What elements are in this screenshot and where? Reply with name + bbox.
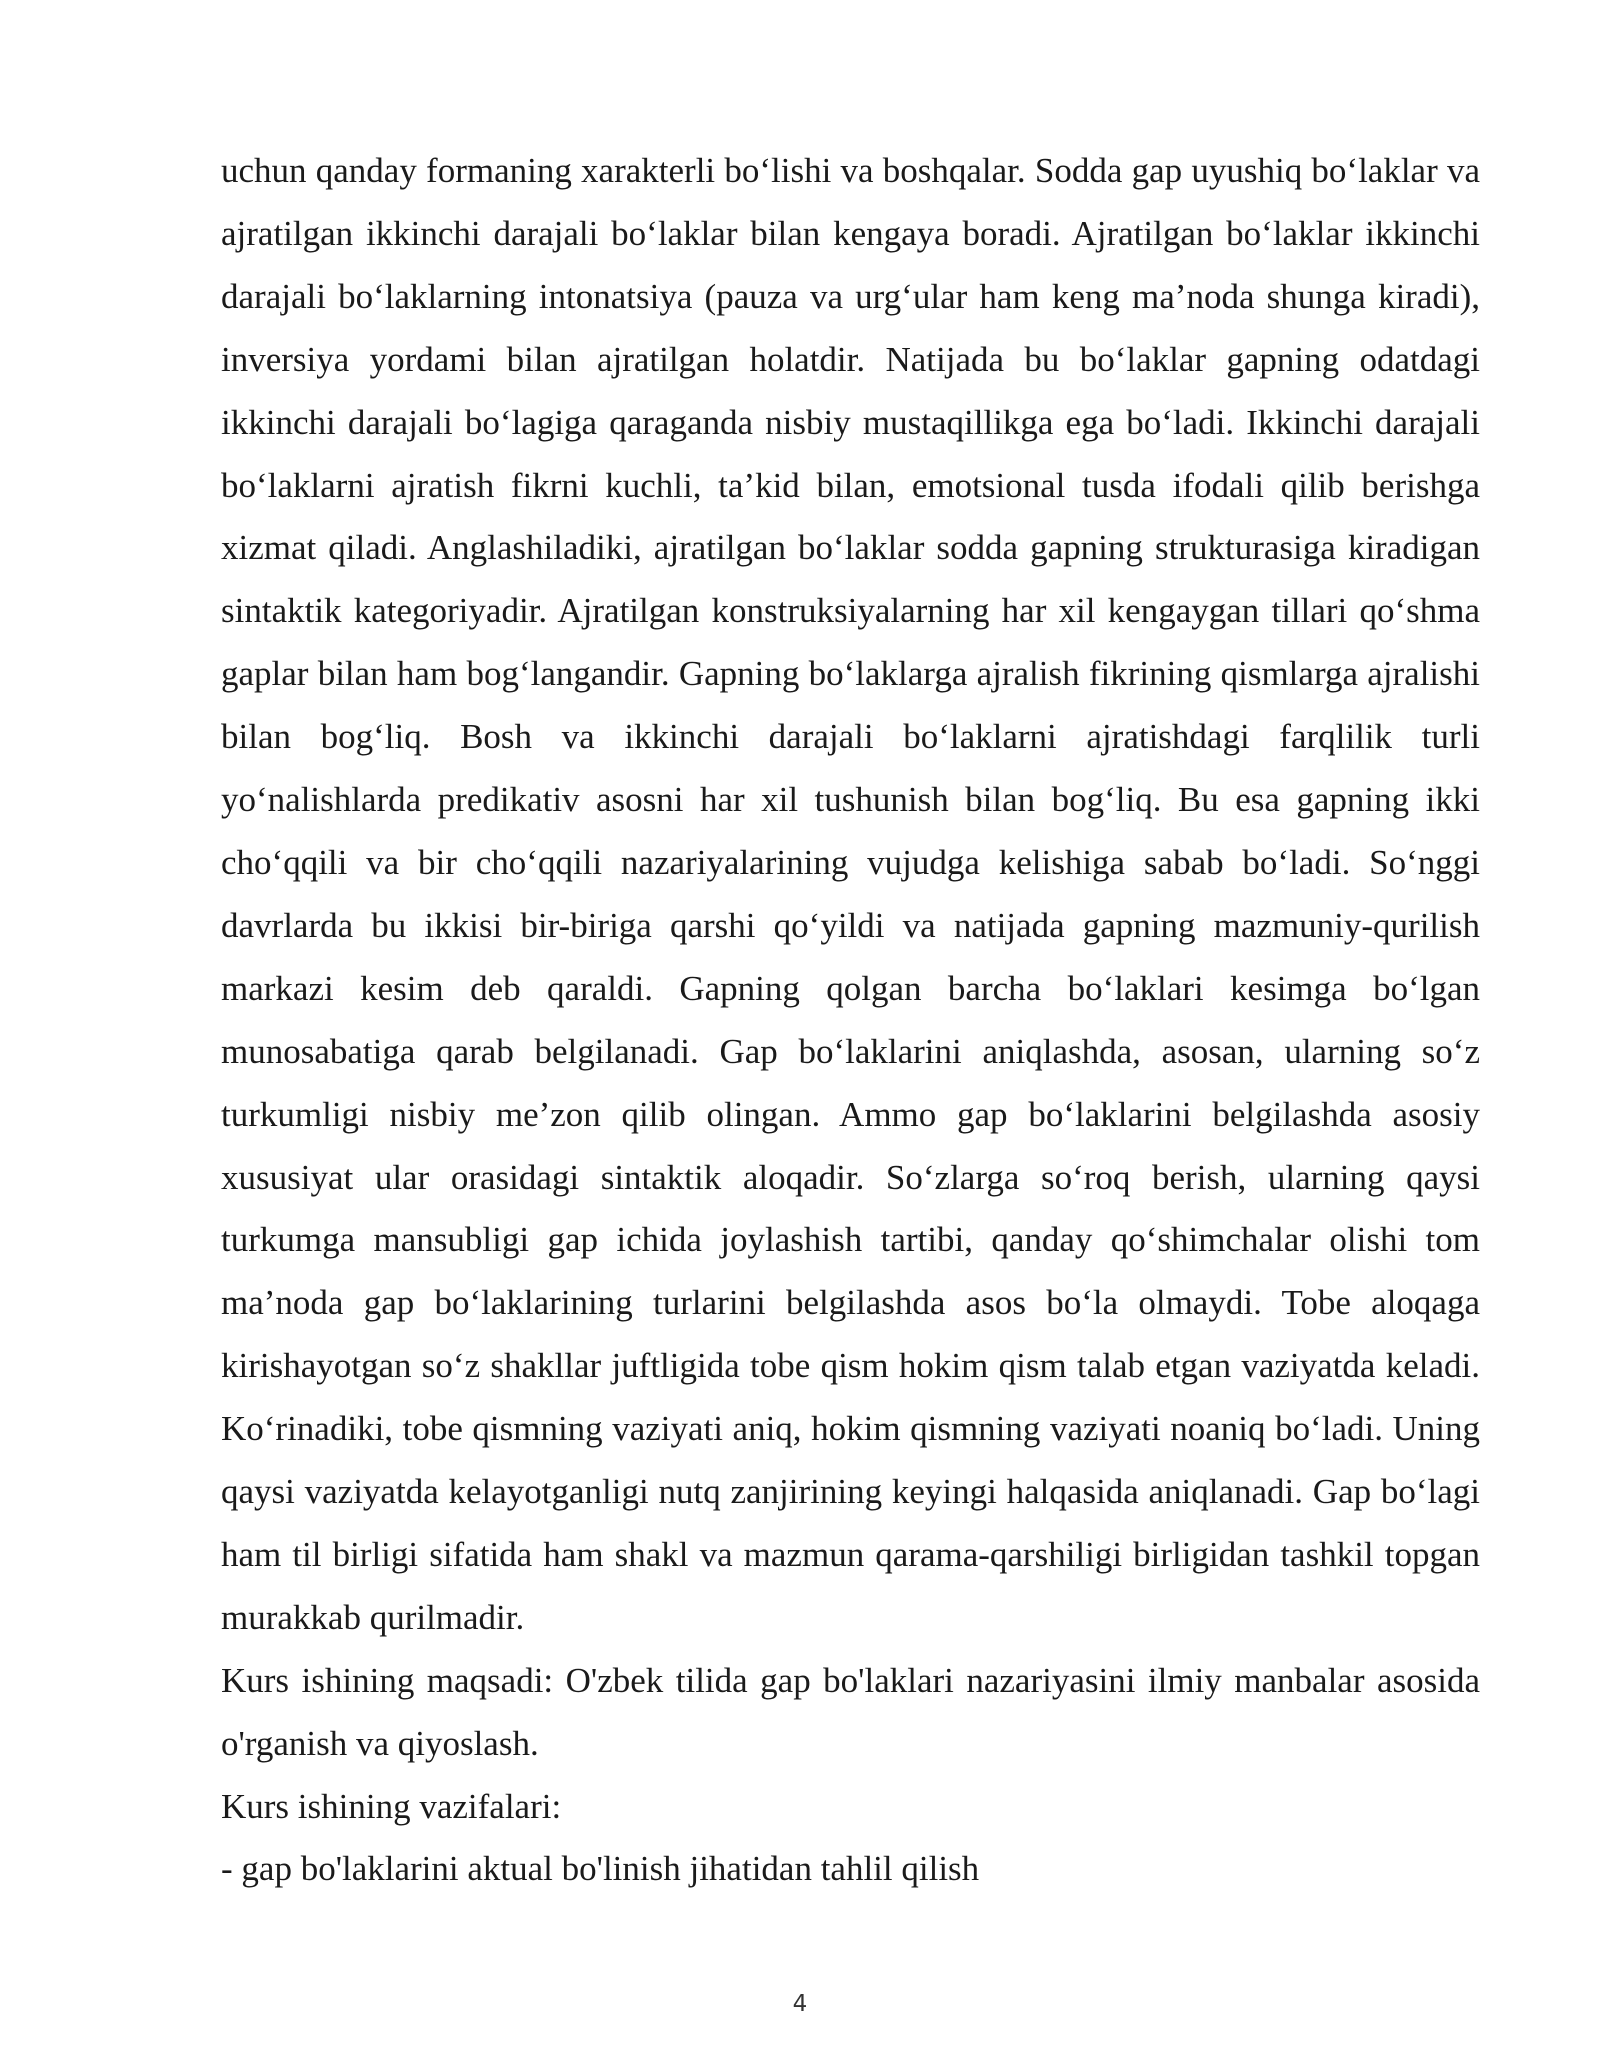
document-body xyxy=(221,140,1480,1901)
course-task-item: - gap bo'laklarini aktual bo'linish jihatidan tahlil qilish xyxy=(221,1849,980,1889)
body-paragraph: uchun qanday formaning xarakterli bo‘lishi va boshqalar. Sodda gap uyushiq bo‘laklar va ajratilgan ikkinchi darajali bo‘laklar bilan kengaya boradi. Ajratilgan bo‘laklar ikkinchi darajali bo‘laklarning intonatsiya (pauza va urg‘ular ham keng ma’noda shunga kiradi), inversiya yordami bilan ajratilgan holatdir. Natijada bu bo‘laklar gapning odatdagi ikkinchi darajali bo‘lagiga qaraganda nisbiy mustaqillikga ega bo‘ladi. Ikkinchi darajali bo‘laklarni ajratish fikrni kuchli, ta’kid bilan, emotsional tusda ifodali qilib berishga xizmat qiladi. Anglashiladiki, ajratilgan bo‘laklar sodda gapning strukturasiga kiradigan sintaktik kategoriyadir. Ajratilgan konstruksiyalarning har xil kengaygan tillari qo‘shma gaplar bilan ham bog‘langandir. Gapning bo‘laklarga ajralish fikrining qismlarga ajralishi bilan bog‘liq. Bosh va ikkinchi darajali bo‘laklarni ajratishdagi farqlilik turli yo‘nalishlarda predikativ asosni har xil tushunish bilan bog‘liq. Bu esa gapning ikki cho‘qqili va bir cho‘qqili nazariyalarining vujudga kelishiga sabab bo‘ladi. So‘nggi davrlarda bu ikkisi bir-biriga qarshi qo‘yildi va natijada gapning mazmuniy-qurilish markazi kesim deb qaraldi. Gapning qolgan barcha bo‘laklari kesimga bo‘lgan munosabatiga qarab belgilanadi. Gap bo‘laklarini aniqlashda, asosan, ularning so‘z turkumligi nisbiy me’zon qilib olingan. Ammo gap bo‘laklarini belgilashda asosiy xususiyat ular orasidagi sintaktik aloqadir. So‘zlarga so‘roq berish, ularning qaysi turkumga mansubligi gap ichida joylashish tartibi, qanday qo‘shimchalar olishi tom ma’noda gap bo‘laklarining turlarini belgilashda asos bo‘la olmaydi. Tobe aloqaga kirishayotgan so‘z shakllar juftligida tobe qism hokim qism talab etgan vaziyatda keladi. Ko‘rinadiki, tobe qismning vaziyati aniq, hokim qismning vaziyati noaniq bo‘ladi. Uning qaysi vaziyatda kelayotganligi nutq zanjirining keyingi halqasida aniqlanadi. Gap bo‘lagi ham til birligi sifatida ham shakl va mazmun qarama-qarshiligi birligidan tashkil topgan murakkab qurilmadir. xyxy=(221,151,1480,1637)
page-number: 4 xyxy=(792,1991,808,2017)
course-goal-paragraph: Kurs ishining maqsadi: O'zbek tilida gap bo'laklari nazariyasini ilmiy manbalar asosida o'rganish va qiyoslash. xyxy=(221,1660,1480,1763)
course-tasks-heading: Kurs ishining vazifalari: xyxy=(221,1786,562,1826)
